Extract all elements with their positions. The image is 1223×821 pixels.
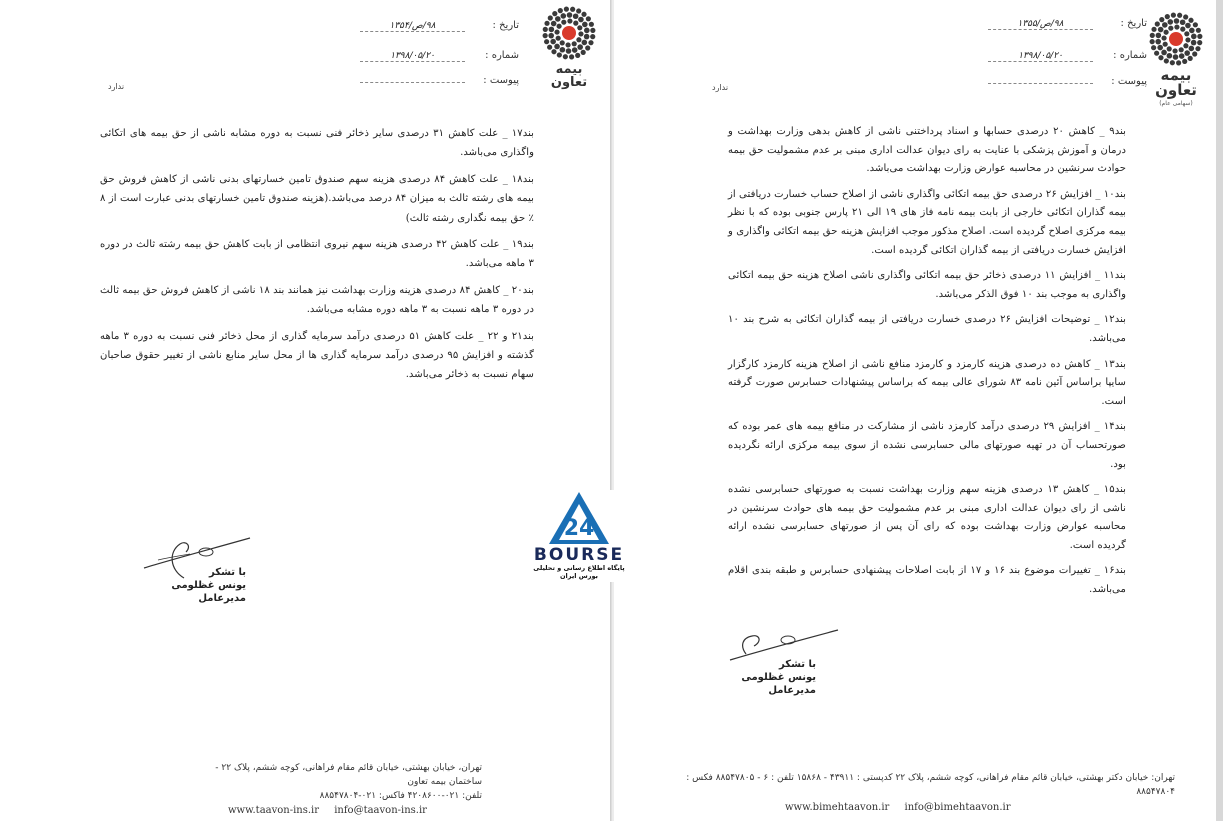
left-paragraph: بند۱۷ _ علت کاهش ۳۱ درصدی سایر ذخائر فنی نسبت به دوره مشابه ناشی از حق بیمه های اتکائی واگذاری می‌باشد. bbox=[100, 128, 534, 159]
right-date-row bbox=[988, 18, 1147, 30]
logo-ray-dot bbox=[1158, 55, 1163, 60]
left-date-value: ۹۸/ص/۱۳۵۴ bbox=[360, 21, 465, 32]
logo-ray-dot bbox=[570, 7, 575, 12]
right-org-subtitle: (سهامی عام) bbox=[1159, 100, 1193, 107]
right-footer-website[interactable]: www.bimehtaavon.ir bbox=[785, 802, 890, 813]
logo-ray-dot bbox=[560, 40, 565, 45]
logo-ray-dot bbox=[1173, 54, 1179, 60]
logo-ray-dot bbox=[550, 39, 556, 45]
logo-ray-dot bbox=[561, 20, 566, 25]
logo-ray-dot bbox=[560, 47, 566, 53]
logo-ray-dot bbox=[1182, 59, 1187, 64]
right-attachment-value: ندارد bbox=[712, 83, 729, 92]
right-sign-closing: با تشکر bbox=[779, 659, 816, 670]
logo-ray-dot bbox=[1197, 40, 1202, 45]
logo-ray-dot bbox=[543, 33, 548, 38]
logo-ray-dot bbox=[1196, 28, 1201, 33]
logo-ray-dot bbox=[1174, 18, 1180, 24]
logo-ray-dot bbox=[578, 17, 584, 23]
logo-ray-dot bbox=[1191, 34, 1197, 40]
logo-ray-dot bbox=[1170, 60, 1175, 65]
right-signer-title: مدیرعامل bbox=[768, 685, 816, 696]
scan-edge bbox=[1216, 0, 1223, 821]
left-paragraph: بند۲۱ و ۲۲ _ علت کاهش ۵۱ درصدی درآمد سرمایه گذاری از محل ذخائر فنی نسبت به دوره ۳ ماهه گذشته و افزایش ۹۵ درصدی درآمد سرمایه گذاری ها از محل سایر منابع ناشی از تغییر حقوق صاحبان سهام نسبت به ذخائر می‌باشد. bbox=[100, 330, 534, 381]
sunburst-logo-icon bbox=[1149, 12, 1203, 66]
logo-ray-dot bbox=[576, 8, 581, 13]
logo-ray-dot bbox=[552, 11, 557, 16]
left-sign-closing: با تشکر bbox=[209, 567, 246, 578]
left-letter-body bbox=[100, 124, 534, 392]
logo-ray-dot bbox=[1164, 58, 1169, 63]
right-letter-header bbox=[947, 14, 1147, 96]
left-attachment-label: پیوست : bbox=[483, 75, 519, 86]
logo-ray-dot bbox=[561, 13, 567, 19]
right-footer-email[interactable]: info@bimehtaavon.ir bbox=[904, 802, 1011, 813]
logo-ray-dot bbox=[551, 21, 557, 27]
logo-ray-dot bbox=[554, 44, 560, 50]
logo-ray-dot bbox=[567, 12, 573, 18]
left-signer-name: یونس غظلومی bbox=[171, 580, 246, 591]
logo-ray-dot bbox=[581, 12, 586, 17]
logo-ray-dot bbox=[1183, 14, 1188, 19]
sunburst-logo-icon bbox=[542, 6, 596, 60]
right-company-logo bbox=[1144, 12, 1208, 107]
left-letter-footer bbox=[182, 761, 482, 818]
left-footer-website[interactable]: www.taavon-ins.ir bbox=[228, 805, 320, 816]
right-paragraph: بند۱۴ _ افزایش ۲۹ درصدی درآمد کارمزد ناشی از مشارکت در منافع بیمه های عمر بوده که صورتحساب آن در تهیه صورتهای مالی حسابرسی نشده از سوی بیمه مرکزی ارائه نگردیده بود. bbox=[728, 421, 1126, 470]
right-number-value: ۱۳۹۸/۰۵/۲۰ bbox=[988, 51, 1093, 62]
right-attachment-row bbox=[988, 76, 1147, 87]
right-paragraph: بند۱۲ _ توضیحات افزایش ۲۶ درصدی خسارت دریافتی از بیمه گذاران اتکائی به شرح بند ۱۰ می‌باشد. bbox=[728, 314, 1126, 344]
logo-ray-dot bbox=[572, 47, 578, 53]
logo-ray-dot bbox=[1165, 14, 1170, 19]
left-attachment-line bbox=[360, 82, 465, 83]
logo-ray-dot bbox=[554, 29, 559, 34]
logo-ray-dot bbox=[1162, 22, 1168, 28]
logo-ray-dot bbox=[581, 50, 586, 55]
logo-ray-dot bbox=[1154, 51, 1159, 56]
logo-ray-dot bbox=[1188, 18, 1193, 23]
logo-ray-dot bbox=[1161, 35, 1166, 40]
left-paragraph: بند۱۹ _ علت کاهش ۴۲ درصدی هزینه سهم نیروی انتظامی از بابت کاهش حق بیمه رشته ثالث در دوره ۳ ماهه می‌باشد. bbox=[100, 239, 534, 270]
logo-ray-dot bbox=[1176, 60, 1181, 65]
logo-ray-dot bbox=[567, 18, 572, 23]
left-footer-address: تهران، خیابان بهشتی، خیابان قائم مقام فراهانی، کوچه ششم، پلاک ۲۲ - ساختمان بیمه تعاون bbox=[215, 763, 482, 787]
logo-ray-dot bbox=[1179, 47, 1184, 52]
logo-ray-dot bbox=[1188, 56, 1193, 61]
logo-ray-dot bbox=[1164, 30, 1169, 35]
right-paragraph: بند۱۰ _ افزایش ۲۶ درصدی حق بیمه اتکائی واگذاری ناشی از اصلاح حساب خسارت دریافتی از بیمه گذاران اتکائی خارجی از بابت بیمه نامه فاز های ۱۹ الی ۲۱ پارس جنوبی بوده که با نظر بیمه مرکزی اصلاح گردیده است. اصلاح مذکور موجب افزایش هزینه حق بیمه اتکائی واگذاری و افزایش خسارت دریافتی از بیمه گذاران اتکائی گردیده است. bbox=[728, 188, 1126, 256]
logo-ray-dot bbox=[577, 25, 582, 30]
logo-ray-dot bbox=[1168, 26, 1173, 31]
logo-ray-dot bbox=[1156, 33, 1162, 39]
logo-ray-dot bbox=[575, 53, 580, 58]
logo-ray-dot bbox=[590, 28, 595, 33]
logo-ray-dot bbox=[1184, 31, 1189, 36]
logo-ray-dot bbox=[1185, 37, 1190, 42]
logo-ray-dot bbox=[1180, 19, 1186, 25]
logo-ray-dot bbox=[548, 15, 553, 20]
logo-ray-dot bbox=[1159, 17, 1164, 22]
logo-ray-dot bbox=[1193, 22, 1198, 27]
logo-ray-dot bbox=[555, 16, 561, 22]
logo-ray-dot bbox=[573, 13, 579, 19]
logo-ray-dot bbox=[1183, 43, 1188, 48]
logo-ray-dot bbox=[582, 22, 588, 28]
left-date-row bbox=[360, 20, 519, 32]
right-letter-page bbox=[614, 0, 1223, 821]
right-paragraph: بند۱۶ _ تغییرات موضوع بند ۱۶ و ۱۷ از بابت اصلاحات پیشنهادی حسابرس و طبقه بندی اقلام می‌باشد. bbox=[728, 565, 1126, 596]
logo-ray-dot bbox=[1189, 46, 1195, 52]
logo-ray-dot bbox=[577, 44, 583, 50]
right-paragraph: بند۱۵ _ کاهش ۱۳ درصدی هزینه سهم وزارت بهداشت نسبت به صورتهای حسابرسی نشده ناشی از رای دیوان عدالت اداری مبنی بر عدم مشمولیت حق بیمه های حوادث سرنشین در محاسبه عوارض وزارت بهداشت بوده که رای آن پس از صورتهای حسابرسی نشده ارائه گردیده است. bbox=[728, 484, 1126, 551]
logo-ray-dot bbox=[1150, 39, 1155, 44]
logo-ray-dot bbox=[584, 34, 590, 40]
logo-ray-dot bbox=[1168, 19, 1174, 25]
logo-ray-dot bbox=[1158, 27, 1164, 33]
right-letter-body bbox=[728, 123, 1126, 607]
logo-ray-dot bbox=[586, 16, 591, 21]
logo-ray-dot bbox=[1180, 27, 1185, 32]
logo-ray-dot bbox=[548, 33, 554, 39]
logo-ray-dot bbox=[556, 36, 561, 41]
left-attachment-row bbox=[360, 75, 519, 86]
right-date-label: تاریخ : bbox=[1120, 18, 1147, 29]
logo-ray-dot bbox=[1167, 53, 1173, 59]
logo-ray-dot bbox=[551, 49, 556, 54]
logo-ray-dot bbox=[576, 37, 581, 42]
right-number-label: شماره : bbox=[1113, 50, 1147, 61]
logo-ray-dot bbox=[1174, 24, 1179, 29]
left-attachment-value: ندارد bbox=[108, 82, 125, 91]
right-paragraph: بند۱۱ _ افزایش ۱۱ درصدی ذخائر حق بیمه اتکائی واگذاری ناشی اصلاح هزینه حق بیمه اتکائی واگذاری به موجب بند ۱۰ فوق الذکر می‌باشد. bbox=[728, 270, 1126, 300]
logo-ray-dot bbox=[1161, 50, 1167, 56]
right-letter-footer bbox=[655, 771, 1175, 815]
left-paragraph: بند۲۰ _ کاهش ۸۴ درصدی هزینه وزارت بهداشت نیز همانند بند ۱۸ ناشی از کاهش فروش حق بیمه ثالث در دوره ۳ ماهه نسبت به ۳ ماهه دوره مشابه می‌باشد. bbox=[100, 284, 535, 316]
logo-ray-dot bbox=[543, 27, 548, 32]
left-footer-email[interactable]: info@taavon-ins.ir bbox=[334, 805, 427, 816]
left-number-row bbox=[360, 50, 519, 62]
left-signature-block bbox=[140, 530, 260, 605]
logo-ray-dot bbox=[578, 31, 583, 36]
logo-ray-dot bbox=[573, 21, 578, 26]
right-attachment-label: پیوست : bbox=[1111, 76, 1147, 87]
logo-ray-dot bbox=[564, 7, 569, 12]
logo-ray-dot bbox=[557, 24, 562, 29]
logo-ray-dot bbox=[1163, 42, 1168, 47]
watermark-logo-number: 24 bbox=[563, 516, 595, 541]
logo-ray-dot bbox=[565, 42, 570, 47]
logo-ray-dot bbox=[582, 40, 588, 46]
logo-ray-dot bbox=[558, 8, 563, 13]
logo-ray-dot bbox=[557, 52, 562, 57]
logo-ray-dot bbox=[549, 27, 555, 33]
logo-ray-dot bbox=[589, 22, 594, 27]
logo-ray-dot bbox=[1197, 34, 1202, 39]
logo-ray-dot bbox=[588, 40, 593, 45]
logo-ray-dot bbox=[544, 21, 549, 26]
logo-ray-dot bbox=[563, 54, 568, 59]
logo-ray-dot bbox=[1150, 33, 1155, 38]
logo-ray-dot bbox=[1195, 46, 1200, 51]
logo-ray-dot bbox=[1172, 48, 1177, 53]
left-company-logo bbox=[538, 6, 600, 89]
right-date-value: ۹۸/ص/۱۳۵۵ bbox=[988, 19, 1093, 30]
logo-ray-dot bbox=[1151, 27, 1156, 32]
right-footer-address: تهران: خیابان دکتر بهشتی، خیابان قائم مقام فراهانی، کوچه ششم، پلاک ۲۲ کدپستی : ۴۳۹۱۱ - ۱۵۸۶۸ تلفن : ۶ - ۸۸۵۴۷۸۰۵ فکس : ۸۸۵۴۷۸۰۴ bbox=[686, 773, 1175, 797]
right-signer-name: یونس غظلومی bbox=[741, 672, 816, 683]
watermark-brand: BOURSE bbox=[533, 545, 625, 565]
right-number-row bbox=[988, 50, 1147, 62]
logo-ray-dot bbox=[569, 54, 574, 59]
logo-ray-dot bbox=[1179, 53, 1185, 59]
logo-ray-dot bbox=[547, 45, 552, 50]
logo-ray-dot bbox=[1157, 45, 1163, 51]
left-letter-header bbox=[319, 16, 519, 96]
logo-ray-dot bbox=[1185, 23, 1191, 29]
logo-ray-dot bbox=[1167, 46, 1172, 51]
logo-ray-dot bbox=[1177, 13, 1182, 18]
bourse24-logo-icon bbox=[547, 490, 611, 546]
left-org-name: بیمه تعاون bbox=[550, 62, 588, 90]
right-paragraph: بند۹ _ کاهش ۲۰ درصدی حسابها و اسناد پرداختنی ناشی از کاهش بدهی وزارت بهداشت و درمان و آموزش پزشکی با عنایت به رای دیوان عدالت اداری مبنی بر عدم مشمولیت حق بیمه حوادث سرنشین در محاسبه عوارض وزارت بهداشت می‌باشد. bbox=[728, 126, 1127, 175]
watermark-tagline: پایگاه اطلاع رسانی و تحلیلی بورس ایران bbox=[533, 564, 625, 580]
logo-ray-dot bbox=[585, 45, 590, 50]
right-attachment-line bbox=[988, 83, 1093, 84]
bourse24-watermark bbox=[524, 490, 634, 582]
logo-ray-dot bbox=[1189, 28, 1195, 34]
left-paragraph: بند۱۸ _ علت کاهش ۸۴ درصدی هزینه سهم صندوق تامین خسارتهای بدنی ناشی از کاهش فروش حق بیمه های رشته ثالث به میزان ۸۴ درصد می‌باشد.(هزینه صندوق تامین خسارتهای بدنی عبارت است از ۸ ٪ حق بیمه نگداری رشته ثالث) bbox=[100, 173, 534, 224]
right-org-name: بیمه تعاون bbox=[1155, 66, 1197, 99]
logo-ray-dot bbox=[1184, 50, 1190, 56]
left-number-value: ۱۳۹۸/۰۵/۲۰ bbox=[360, 51, 465, 62]
logo-ray-dot bbox=[1171, 13, 1176, 18]
logo-ray-dot bbox=[584, 28, 590, 34]
logo-ray-dot bbox=[566, 48, 572, 54]
logo-ray-dot bbox=[1191, 40, 1197, 46]
logo-ray-dot bbox=[572, 41, 577, 46]
logo-ray-dot bbox=[1155, 21, 1160, 26]
right-paragraph: بند۱۳ _ کاهش ده درصدی هزینه کارمزد و کارمزد منافع ناشی از اصلاح هزینه کارمزد کارگزار سایپا براساس آئین نامه ۸۳ شورای عالی بیمه که براساس پیشنهادات حسابرس صورت گرفته است. bbox=[728, 358, 1126, 407]
left-number-label: شماره : bbox=[485, 50, 519, 61]
logo-ray-dot bbox=[1151, 45, 1156, 50]
logo-ray-dot bbox=[1192, 51, 1197, 56]
logo-ray-dot bbox=[544, 39, 549, 44]
right-signature-block bbox=[726, 620, 846, 697]
left-date-label: تاریخ : bbox=[492, 20, 519, 31]
left-footer-phone: تلفن: ۰۲۱-۴۲۰۸۶۰۰ فاکس: ۰۲۱-۸۸۵۴۷۸۰۴ bbox=[319, 791, 482, 801]
logo-ray-dot bbox=[1155, 39, 1161, 45]
logo-ray-dot bbox=[590, 34, 595, 39]
left-signer-title: مدیرعامل bbox=[198, 593, 246, 604]
